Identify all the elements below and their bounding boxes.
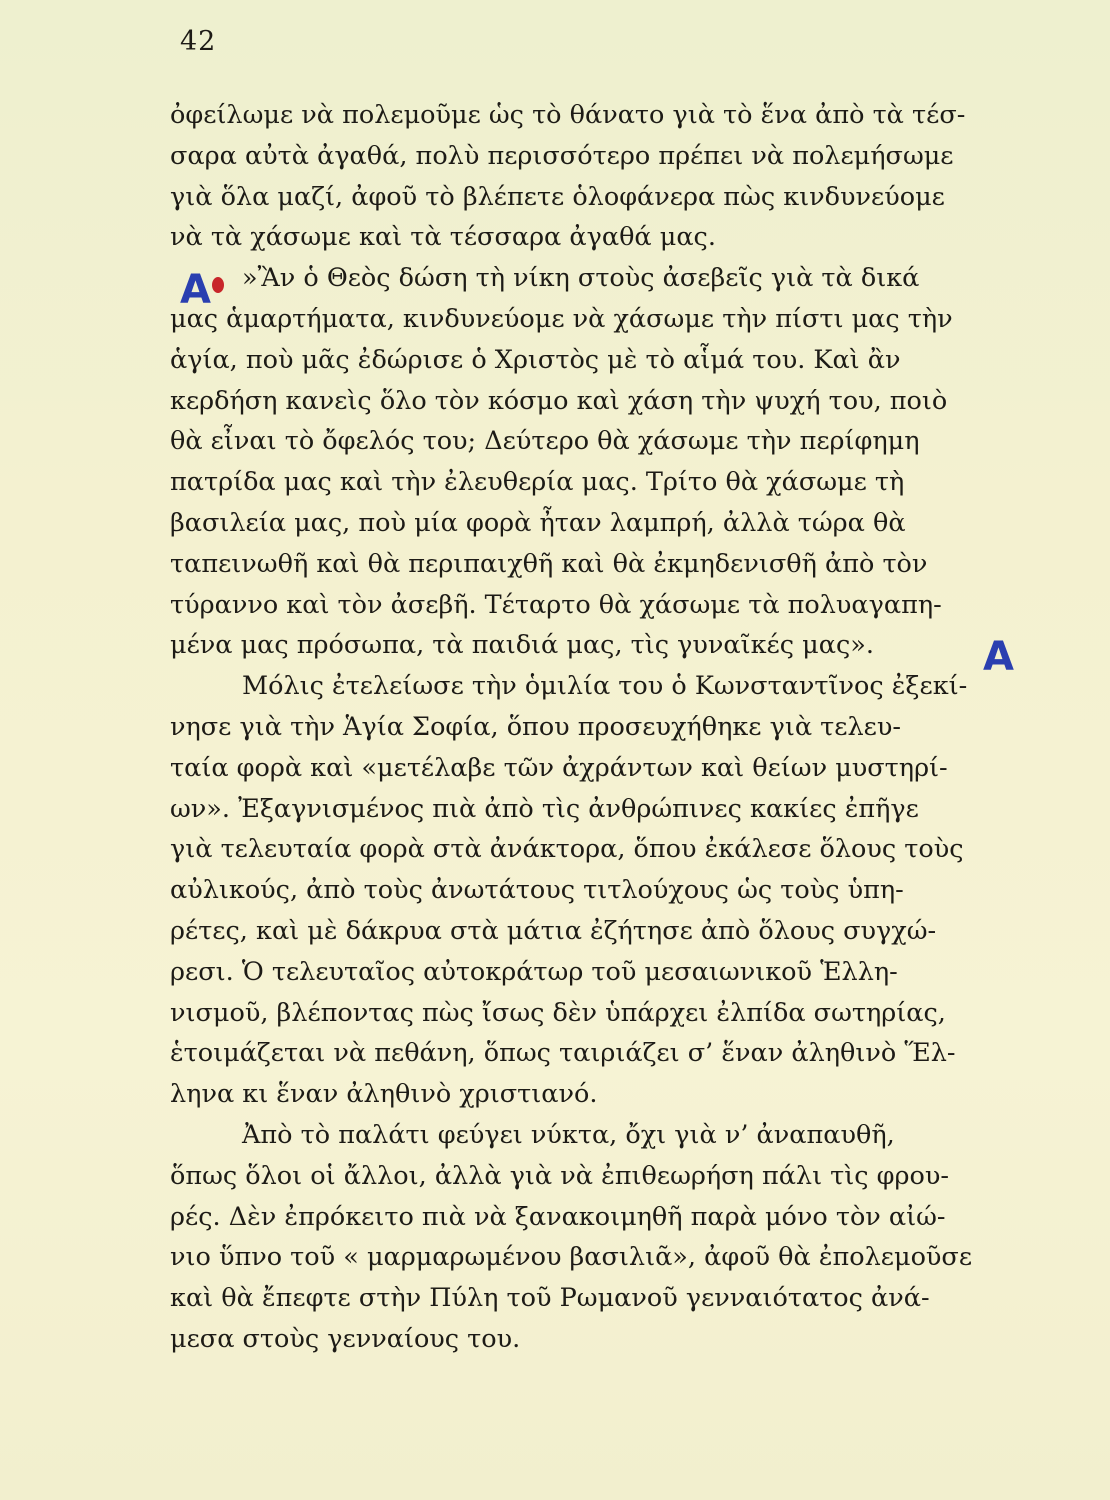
text-line: ληνα κι ἕναν ἀληθινὸ χριστιανό. (170, 1079, 598, 1110)
page-number: 42 (180, 26, 217, 57)
text-line: σαρα αὐτὰ ἀγαθά, πολὺ περισσότερο πρέπει νὰ πολεμήσωμε (170, 140, 954, 171)
text-line: γιὰ τελευταία φορὰ στὰ ἀνάκτορα, ὅπου ἐκάλεσε ὅλους τοὺς (170, 834, 964, 865)
text-line: καὶ θὰ ἔπεφτε στὴν Πύλη τοῦ Ρωμανοῦ γενναιότατος ἀνά- (170, 1283, 930, 1314)
text-line: αὐλικούς, ἀπὸ τοὺς ἀνωτάτους τιτλούχους ὡς τοὺς ὑπη- (170, 875, 904, 906)
text-line: Μόλις ἐτελείωσε τὴν ὁμιλία του ὁ Κωνσταντῖνος ἐξεκί- (242, 671, 968, 702)
text-line: πατρίδα μας καὶ τὴν ἐλευθερία μας. Τρίτο θὰ χάσωμε τὴ (170, 467, 905, 498)
text-line: βασιλεία μας, ποὺ μία φορὰ ἦταν λαμπρή, ἀλλὰ τώρα θὰ (170, 507, 906, 538)
text-line: μεσα στοὺς γενναίους του. (170, 1323, 521, 1354)
text-line: ταία φορὰ καὶ «μετέλαβε τῶν ἀχράντων καὶ θείων μυστηρί- (170, 752, 948, 783)
text-line: μένα μας πρόσωπα, τὰ παιδιά μας, τὶς γυναῖκές μας». (170, 630, 874, 661)
text-line: μας ἁμαρτήματα, κινδυνεύομε νὰ χάσωμε τὴν πίστι μας τὴν (170, 303, 953, 334)
text-line: θὰ εἶναι τὸ ὄφελός του; Δεύτερο θὰ χάσωμε τὴν περίφημη (170, 426, 920, 457)
text-line: ων». Ἐξαγνισμένος πιὰ ἀπὸ τὶς ἀνθρώπινες κακίες ἐπῆγε (170, 793, 919, 824)
text-line: ρές. Δὲν ἐπρόκειτο πιὰ νὰ ξανακοιμηθῆ παρὰ μόνο τὸν αἰώ- (170, 1201, 946, 1232)
text-line: ὅπως ὅλοι οἱ ἄλλοι, ἀλλὰ γιὰ νὰ ἐπιθεωρήση πάλι τὶς φρου- (170, 1160, 949, 1191)
text-line: νιο ὕπνο τοῦ « μαρμαρωμένου βασιλιᾶ», ἀφοῦ θὰ ἐπολεμοῦσε (170, 1242, 973, 1273)
handwritten-mark-close: A (983, 634, 1014, 680)
text-line: ρέτες, καὶ μὲ δάκρυα στὰ μάτια ἐζήτησε ἀπὸ ὅλους συγχώ- (170, 915, 937, 946)
body-text (170, 95, 1030, 1360)
text-line: νὰ τὰ χάσωμε καὶ τὰ τέσσαρα ἀγαθά μας. (170, 222, 716, 253)
handwritten-mark-open: A (180, 267, 211, 313)
text-line: κερδήση κανεὶς ὅλο τὸν κόσμο καὶ χάση τὴν ψυχή του, ποιὸ (170, 385, 948, 416)
text-line: γιὰ ὅλα μαζί, ἀφοῦ τὸ βλέπετε ὁλοφάνερα πὼς κινδυνεύομε (170, 181, 945, 212)
text-line: νισμοῦ, βλέποντας πὼς ἴσως δὲν ὑπάρχει ἐλπίδα σωτηρίας, (170, 997, 946, 1028)
text-line: ταπεινωθῆ καὶ θὰ περιπαιχθῆ καὶ θὰ ἐκμηδενισθῆ ἀπὸ τὸν (170, 548, 928, 579)
text-line: ἑτοιμάζεται νὰ πεθάνη, ὅπως ταιριάζει σ’ ἕναν ἀληθινὸ Ἕλ- (170, 1038, 956, 1069)
text-line: ὀφείλωμε νὰ πολεμοῦμε ὡς τὸ θάνατο γιὰ τὸ ἕνα ἀπὸ τὰ τέσ- (170, 100, 966, 130)
text-line: νησε γιὰ τὴν Ἁγία Σοφία, ὅπου προσευχήθηκε γιὰ τελευ- (170, 711, 901, 742)
text-line: »Ἂν ὁ Θεὸς δώση τὴ νίκη στοὺς ἀσεβεῖς γιὰ τὰ δικά (242, 263, 920, 294)
text-line: τύραννο καὶ τὸν ἀσεβῆ. Τέταρτο θὰ χάσωμε τὰ πολυαγαπη- (170, 589, 942, 620)
text-line: Ἀπὸ τὸ παλάτι φεύγει νύκτα, ὄχι γιὰ ν’ ἀναπαυθῆ, (242, 1119, 895, 1150)
text-line: ρεσι. Ὁ τελευταῖος αὐτοκράτωρ τοῦ μεσαιωνικοῦ Ἑλλη- (170, 956, 898, 987)
text-line: ἁγία, ποὺ μᾶς ἐδώρισε ὁ Χριστὸς μὲ τὸ αἷμά του. Καὶ ἂν (170, 344, 901, 375)
